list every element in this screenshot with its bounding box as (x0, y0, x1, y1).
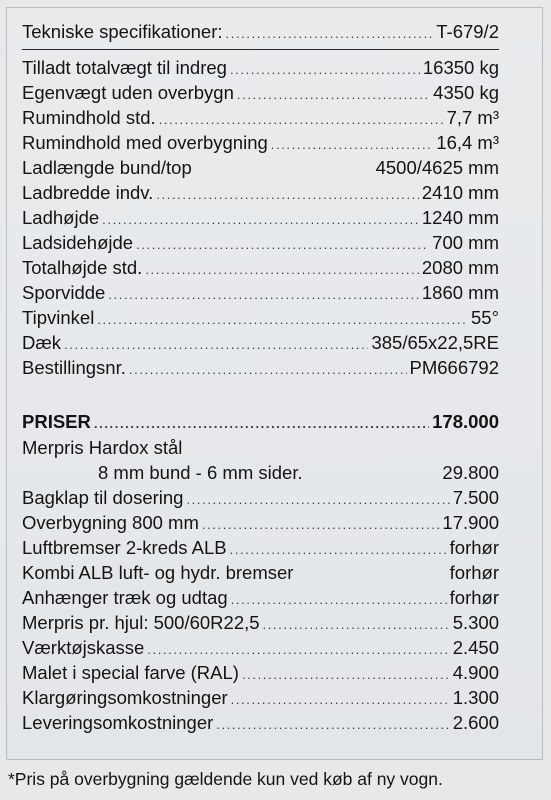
price-value: 29.800 (442, 462, 499, 483)
leader-dots (231, 688, 450, 712)
spec-row (22, 81, 499, 105)
price-row (22, 661, 499, 685)
spec-value: PM666792 (409, 357, 499, 378)
leader-dots (237, 83, 430, 107)
spec-value: 7,7 m³ (446, 107, 499, 128)
spec-value: 700 mm (432, 232, 499, 253)
spec-row (22, 156, 499, 180)
price-value: 7.500 (452, 487, 499, 508)
spec-row (22, 181, 499, 205)
spec-label: Ladbredde indv. (22, 182, 154, 203)
leader-dots (216, 713, 449, 737)
spec-label: Tilladt totalvægt til indreg (22, 57, 227, 78)
spec-label: Egenvægt uden overbygn (22, 82, 234, 103)
spec-label: Tipvinkel (22, 307, 95, 328)
spec-row (22, 56, 499, 80)
leader-dots (147, 638, 449, 662)
price-value: 2.600 (452, 712, 499, 733)
leader-dots (156, 183, 419, 207)
leader-dots (226, 22, 434, 46)
spec-row (22, 281, 499, 305)
price-row (22, 686, 499, 710)
spec-row (22, 106, 499, 130)
price-heading: PRISER (22, 411, 91, 432)
header-divider (22, 49, 499, 50)
leader-dots (186, 488, 449, 512)
price-value: 2.450 (452, 637, 499, 658)
price-value: 17.900 (442, 512, 499, 533)
price-row (22, 486, 499, 510)
price-row (22, 461, 499, 485)
leader-dots (136, 233, 429, 257)
price-row (22, 561, 499, 585)
model-number: T-679/2 (436, 21, 499, 42)
price-row (22, 611, 499, 635)
leader-dots (64, 333, 368, 357)
price-row (22, 511, 499, 535)
leader-dots (97, 308, 468, 332)
leader-dots (242, 663, 450, 687)
spec-value: 55° (471, 307, 499, 328)
leader-dots (230, 58, 420, 82)
spec-row (22, 356, 499, 380)
spec-row (22, 206, 499, 230)
price-row (22, 711, 499, 735)
price-label: Kombi ALB luft- og hydr. bremser (22, 562, 294, 583)
spec-label: Ladsidehøjde (22, 232, 134, 253)
spec-label: Sporvidde (22, 282, 106, 303)
price-value: 1.300 (452, 687, 499, 708)
spec-label: Totalhøjde std. (22, 257, 143, 278)
leader-dots (102, 208, 419, 232)
price-value: forhør (449, 537, 499, 558)
price-value: 5.300 (452, 612, 499, 633)
price-label: Værktøjskasse (22, 637, 145, 658)
leader-dots (159, 108, 444, 132)
spec-title: Tekniske specifikationer: (22, 21, 223, 42)
leader-dots (129, 358, 407, 382)
spec-label: Bestillingsnr. (22, 357, 126, 378)
price-row (22, 536, 499, 560)
spec-row (22, 306, 499, 330)
leader-dots (145, 258, 419, 282)
price-label: 8 mm bund - 6 mm sider. (98, 462, 303, 483)
price-label: Merpris Hardox stål (22, 437, 183, 458)
spec-value: 1240 mm (421, 207, 499, 228)
spec-value: 2410 mm (421, 182, 499, 203)
spec-row (22, 331, 499, 355)
leader-dots (202, 513, 440, 537)
price-label: Anhænger træk og udtag (22, 587, 228, 608)
spec-value: 385/65x22,5RE (371, 332, 499, 353)
price-value: 4.900 (452, 662, 499, 683)
spec-label: Ladhøjde (22, 207, 100, 228)
price-label: Luftbremser 2-kreds ALB (22, 537, 227, 558)
price-value: forhør (449, 587, 499, 608)
leader-dots (108, 283, 419, 307)
spec-row (22, 256, 499, 280)
spec-label: Rumindhold std. (22, 107, 156, 128)
price-label: Bagklap til dosering (22, 487, 184, 508)
price-label: Leveringsomkostninger (22, 712, 214, 733)
price-row (22, 436, 499, 460)
leader-dots (263, 613, 450, 637)
spec-value: 2080 mm (421, 257, 499, 278)
price-label: Overbygning 800 mm (22, 512, 199, 533)
spec-row (22, 131, 499, 155)
spec-label: Dæk (22, 332, 62, 353)
spec-value: 4350 kg (433, 82, 499, 103)
price-label: Malet i special farve (RAL) (22, 662, 239, 683)
base-price: 178.000 (432, 411, 499, 432)
leader-dots (94, 412, 429, 436)
price-heading-row (22, 410, 499, 434)
footnote: *Pris på overbygning gældende kun ved køb af ny vogn. (8, 769, 443, 789)
leader-dots (231, 588, 447, 612)
leader-dots (271, 133, 433, 157)
spec-label: Ladlængde bund/top (22, 157, 192, 178)
price-value: forhør (449, 562, 499, 583)
spec-value: 16,4 m³ (436, 132, 499, 153)
spec-row (22, 231, 499, 255)
price-label: Klargøringsomkostninger (22, 687, 228, 708)
spec-value: 1860 mm (421, 282, 499, 303)
price-label: Merpris pr. hjul: 500/60R22,5 (22, 612, 260, 633)
spec-header-row (22, 20, 499, 44)
price-row (22, 636, 499, 660)
leader-dots (230, 538, 447, 562)
spec-label: Rumindhold med overbygning (22, 132, 268, 153)
spec-value: 4500/4625 mm (375, 157, 499, 178)
spec-value: 16350 kg (422, 57, 499, 78)
price-row (22, 586, 499, 610)
